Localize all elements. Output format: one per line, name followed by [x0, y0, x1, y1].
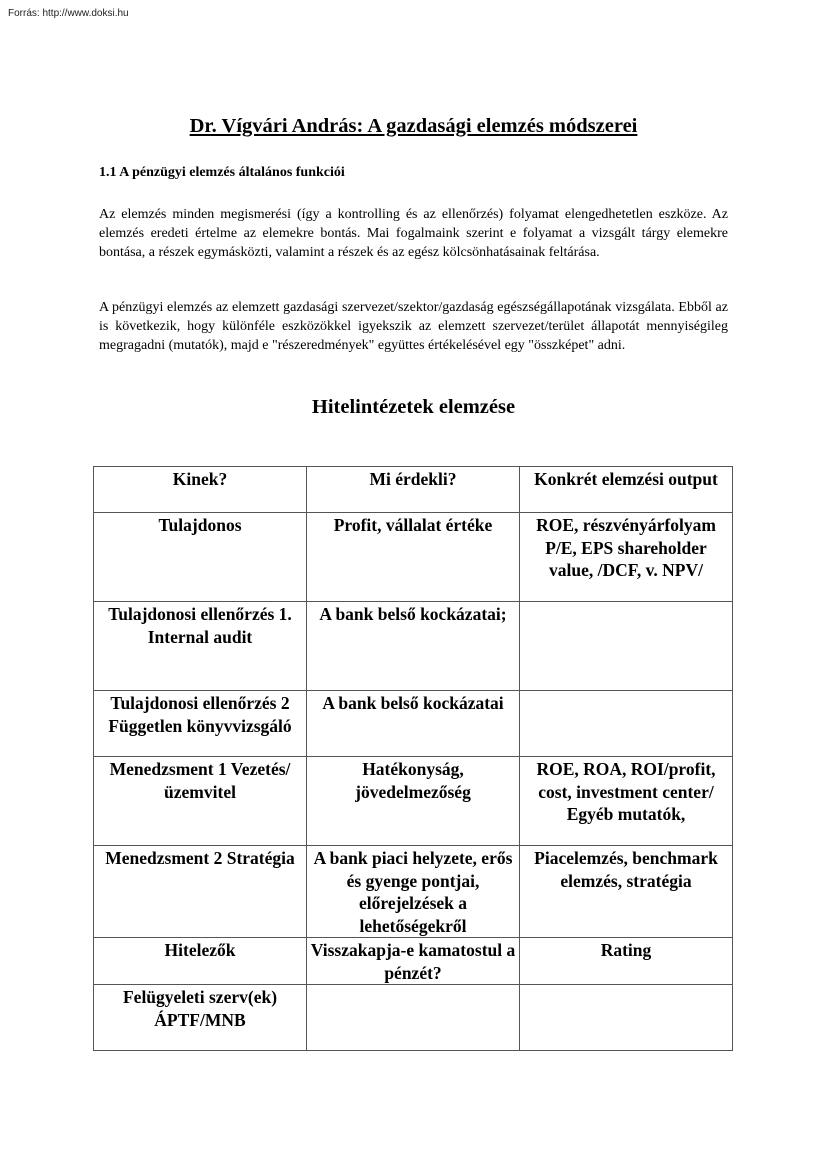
table-cell: Piacelemzés, benchmark elemzés, stratégia [520, 846, 733, 938]
table-cell: Menedzsment 1 Vezetés/üzemvitel [94, 757, 307, 846]
header-cell-mi-erdekli: Mi érdekli? [307, 467, 520, 513]
table-cell [307, 985, 520, 1051]
table-row [94, 757, 733, 846]
table-cell [520, 691, 733, 757]
table-header-row [94, 467, 733, 513]
section-heading: 1.1 A pénzügyi elemzés általános funkciói [99, 165, 345, 180]
document-title: Dr. Vígvári András: A gazdasági elemzés módszerei [189, 115, 638, 137]
table-cell: A bank belső kockázatai; [307, 602, 520, 691]
table-cell: Tulajdonosi ellenőrzés 1. Internal audit [94, 602, 307, 691]
table-cell: A bank belső kockázatai [307, 691, 520, 757]
table-cell: A bank piaci helyzete, erős és gyenge pontjai, előrejelzések a lehetőségekről [307, 846, 520, 938]
table-row [94, 691, 733, 757]
table-cell: Hitelezők [94, 938, 307, 985]
table-row [94, 602, 733, 691]
paragraph-2: A pénzügyi elemzés az elemzett gazdasági szervezet/szektor/gazdaság egészségállapotának vizsgálata. Ebből az is következik, hogy különféle eszközökkel igyekszik az elemzett szervezet/terület állapotát mennyiségileg megragadni (mutatók), majd e "részeredmények" együttes értékelésével egy "összképet" adni. [99, 300, 728, 353]
table-row [94, 513, 733, 602]
table-cell: ROE, ROA, ROI/profit, cost, investment center/ Egyéb mutatók, [520, 757, 733, 846]
table-cell: Rating [520, 938, 733, 985]
table-cell: Profit, vállalat értéke [307, 513, 520, 602]
table-cell: Felügyeleti szerv(ek) ÁPTF/MNB [94, 985, 307, 1051]
table-row [94, 846, 733, 938]
analysis-table [93, 466, 733, 1051]
table-cell: Tulajdonosi ellenőrzés 2 Független könyvvizsgáló [94, 691, 307, 757]
table-cell: Tulajdonos [94, 513, 307, 602]
table-cell: Menedzsment 2 Stratégia [94, 846, 307, 938]
table-cell: ROE, részvényárfolyam P/E, EPS shareholder value, /DCF, v. NPV/ [520, 513, 733, 602]
header-cell-kinek: Kinek? [94, 467, 307, 513]
table-row [94, 938, 733, 985]
header-cell-output: Konkrét elemzési output [520, 467, 733, 513]
table-row [94, 985, 733, 1051]
table-cell: Hatékonyság, jövedelmezőség [307, 757, 520, 846]
source-url: Forrás: http://www.doksi.hu [8, 8, 129, 19]
table-cell: Visszakapja-e kamatostul a pénzét? [307, 938, 520, 985]
table-cell [520, 985, 733, 1051]
table-heading: Hitelintézetek elemzése [311, 396, 516, 418]
paragraph-1: Az elemzés minden megismerési (így a kontrolling és az ellenőrzés) folyamat elengedhetetlen eszköze. Az elemzés eredeti értelme az elemekre bontás. Mai fogalmaink szerint e folyamat a vizsgált tárgy elemekre bontása, a részek egymásközti, valamint a részek és az egész kölcsönhatásainak feltárása. [99, 207, 728, 260]
table-cell [520, 602, 733, 691]
